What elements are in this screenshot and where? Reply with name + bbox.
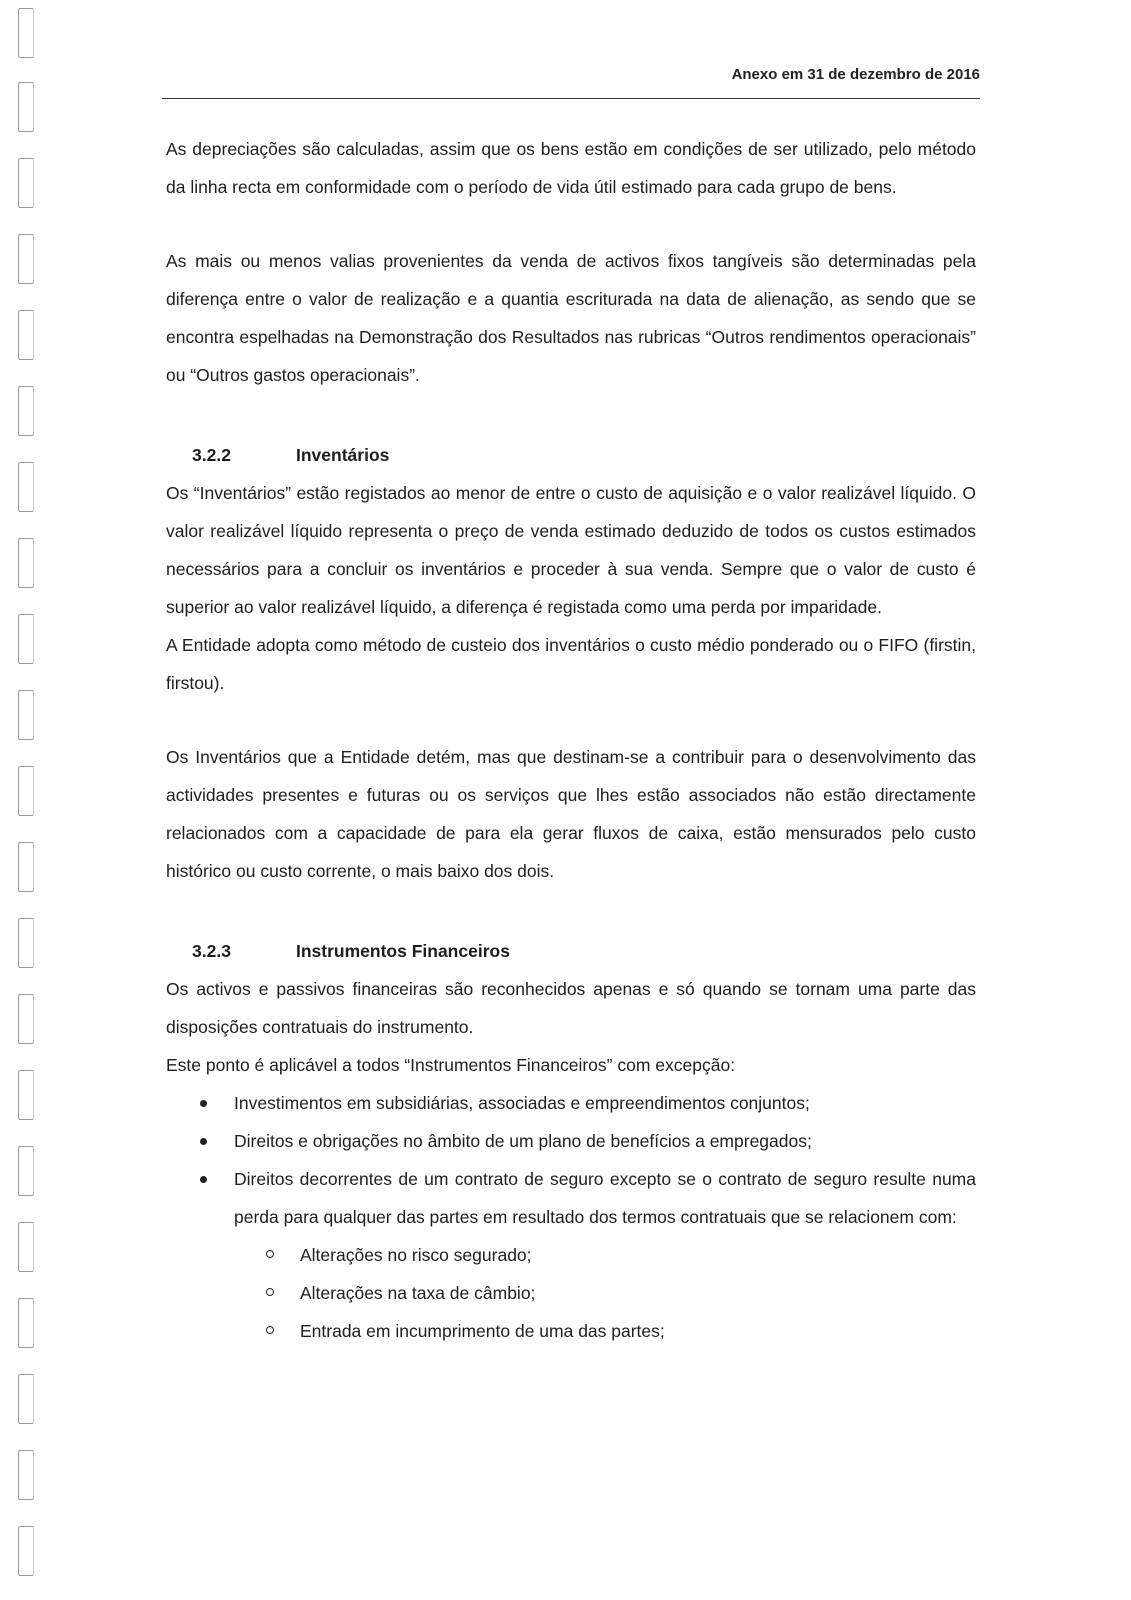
binding-slot (18, 386, 34, 436)
bullet-icon (200, 1176, 207, 1183)
list-item: Alterações na taxa de câmbio; (166, 1274, 976, 1312)
binding-slot (18, 82, 34, 132)
binding-slot (18, 462, 34, 512)
exceptions-list (166, 1084, 976, 1236)
section-title: Inventários (296, 445, 390, 465)
document-body (166, 130, 976, 1350)
section-heading-inventories (166, 436, 976, 474)
section-heading-financial-instruments (166, 932, 976, 970)
binding-slot (18, 1374, 34, 1424)
header-divider (162, 98, 980, 99)
binding-holes (18, 0, 40, 1600)
paragraph-depreciation: As depreciações são calculadas, assim que os bens estão em condições de ser utilizado, pelo método da linha recta em conformidade com o período de vida útil estimado para cada grupo de bens. (166, 139, 976, 197)
binding-slot (18, 766, 34, 816)
binding-slot (18, 8, 34, 58)
paragraph-inventories-valuation: Os “Inventários” estão registados ao menor de entre o custo de aquisição e o valor realizável líquido. O valor realizável líquido representa o preço de venda estimado deduzido de todos os custos estimados necessários para a concluir os inventários e proceder à sua venda. Sempre que o valor de custo é superior ao valor realizável líquido, a diferença é registada como uma perda por imparidade. (166, 483, 976, 617)
paragraph-recognition: Os activos e passivos financeiras são reconhecidos apenas e só quando se tornam uma parte das disposições contratuais do instrumento. (166, 979, 976, 1037)
binding-slot (18, 1070, 34, 1120)
binding-slot (18, 1298, 34, 1348)
binding-slot (18, 842, 34, 892)
binding-slot (18, 614, 34, 664)
list-item: Entrada em incumprimento de uma das partes; (166, 1312, 976, 1350)
list-item: Investimentos em subsidiárias, associadas e empreendimentos conjuntos; (166, 1084, 976, 1122)
page-header: Anexo em 31 de dezembro de 2016 (731, 66, 980, 83)
bullet-icon (200, 1138, 207, 1145)
section-number: 3.2.2 (192, 445, 231, 465)
binding-slot (18, 918, 34, 968)
bullet-icon (200, 1100, 207, 1107)
list-item: Alterações no risco segurado; (166, 1236, 976, 1274)
binding-slot (18, 690, 34, 740)
list-item: Direitos decorrentes de um contrato de seguro excepto se o contrato de seguro resulte numa perda para qualquer das partes em resultado dos termos contratuais que se relacionem com: (166, 1160, 976, 1236)
paragraph-inventories-method: A Entidade adopta como método de custeio dos inventários o custo médio ponderado ou o FIFO (firstin, firstou). (166, 635, 976, 693)
binding-slot (18, 234, 34, 284)
section-title: Instrumentos Financeiros (296, 941, 510, 961)
insurance-conditions-list (166, 1236, 976, 1350)
binding-slot (18, 538, 34, 588)
paragraph-scope: Este ponto é aplicável a todos “Instrumentos Financeiros” com excepção: (166, 1055, 736, 1075)
list-item: Direitos e obrigações no âmbito de um plano de benefícios a empregados; (166, 1122, 976, 1160)
paragraph-inventories-held: Os Inventários que a Entidade detém, mas que destinam-se a contribuir para o desenvolvimento das actividades presentes e futuras ou os serviços que lhes estão associados não estão directamente relacionados com a capacidade de para ela gerar fluxos de caixa, estão mensurados pelo custo histórico ou custo corrente, o mais baixo dos dois. (166, 747, 976, 881)
circle-bullet-icon (266, 1288, 274, 1296)
section-number: 3.2.3 (192, 941, 231, 961)
binding-slot (18, 310, 34, 360)
binding-slot (18, 1146, 34, 1196)
circle-bullet-icon (266, 1250, 274, 1258)
binding-slot (18, 1526, 34, 1576)
binding-slot (18, 1450, 34, 1500)
circle-bullet-icon (266, 1326, 274, 1334)
binding-slot (18, 1222, 34, 1272)
binding-slot (18, 994, 34, 1044)
paragraph-capital-gains: As mais ou menos valias provenientes da venda de activos fixos tangíveis são determinadas pela diferença entre o valor de realização e a quantia escriturada na data de alienação, as sendo que se encontra espelhadas na Demonstração dos Resultados nas rubricas “Outros rendimentos operacionais” ou “Outros gastos operacionais”. (166, 251, 976, 385)
binding-slot (18, 158, 34, 208)
